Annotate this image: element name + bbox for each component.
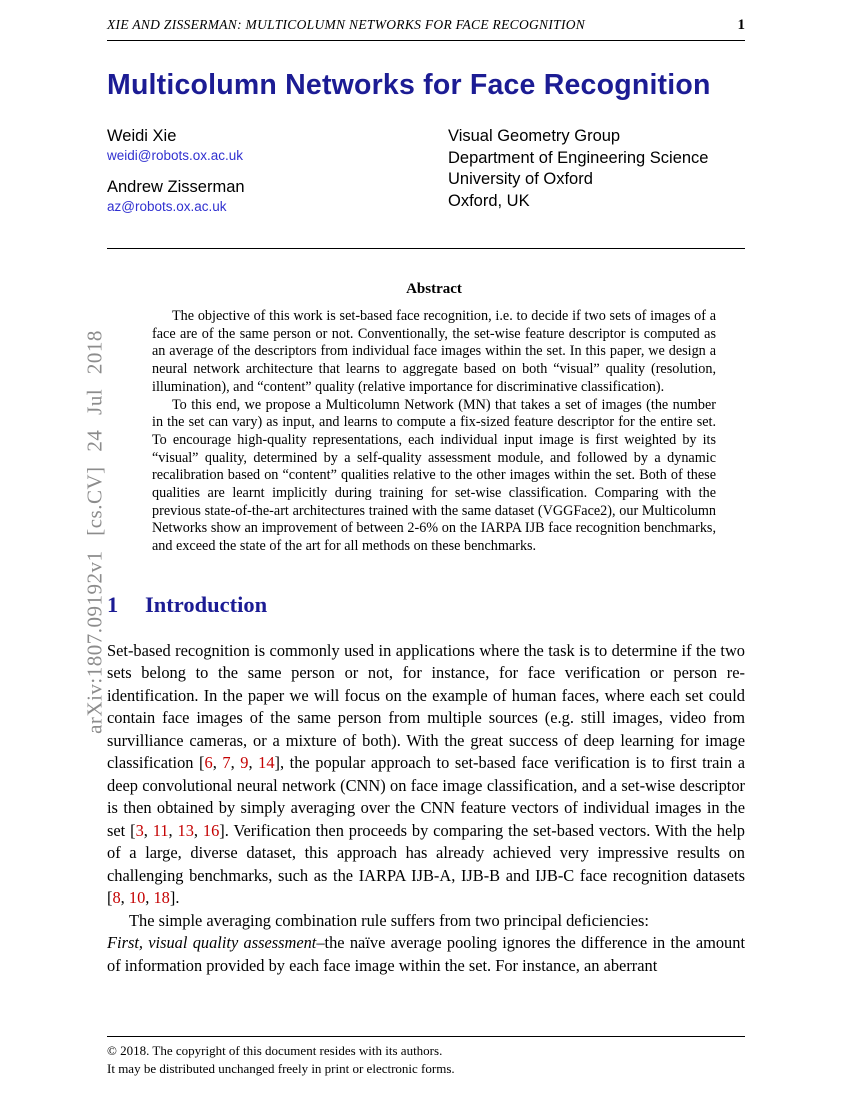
citation-link[interactable]: 16 xyxy=(202,820,220,840)
citation-link[interactable]: 7 xyxy=(222,753,231,773)
abstract-section xyxy=(152,281,716,556)
page-footer xyxy=(107,1036,745,1077)
author-block-rule xyxy=(107,248,745,249)
content-column xyxy=(107,0,745,977)
citation-link[interactable]: 10 xyxy=(128,888,146,908)
abstract-paragraph: To this end, we propose a Multicolumn Network (MN) that takes a set of images (the number in the set can vary) as input, and learns to compute a fix-sized feature descriptor for the entire set. To encourage high-quality representations, each individual input image is first weighted by its “visual” quality, determined by a self-quality assessment module, and followed by a dynamic recalibration based on “content” qualities relative to the other images within the set. Both of these qualities are learnt implicitly during training for set-wise classification. Comparing with the previous state-of-the-art architectures trained with the same dataset (VGGFace2), our Multicolumn Networks show an improvement of between 2-6% on the IARPA IJB face recognition benchmarks, and exceed the state of the art for all methods on these benchmarks. xyxy=(152,396,716,555)
citation-link[interactable]: 3 xyxy=(135,820,144,840)
author-entry xyxy=(107,177,448,216)
authors-column xyxy=(107,126,448,228)
author-block xyxy=(107,126,745,228)
section-number: 1 xyxy=(107,591,119,617)
author-entry xyxy=(107,126,448,165)
affiliation-line: University of Oxford xyxy=(448,170,593,188)
section-title: Introduction xyxy=(145,591,268,617)
abstract-paragraph: The objective of this work is set-based face recognition, i.e. to decide if two sets of images of a face are of the same person or not. Conventionally, the set-wise feature descriptor is computed as an average of the descriptors from individual face images within the set. In this paper, we design a neural network architecture that learns to aggregate based on both “visual” quality (resolution, illumination), and “content” quality (relative importance for discriminative classification). xyxy=(152,308,716,395)
citation-link[interactable]: 18 xyxy=(153,888,170,908)
body-paragraph: First, visual quality assessment–the naïve average pooling ignores the difference in the amount of information provided by each face image within the set. For instance, an aberrant xyxy=(107,933,745,975)
citation-link[interactable]: 8 xyxy=(112,888,121,908)
header-rule xyxy=(107,40,745,41)
affiliation-line: Visual Geometry Group xyxy=(448,127,621,145)
affiliation-line: Oxford, UK xyxy=(448,191,530,210)
author-email-link[interactable]: az@robots.ox.ac.uk xyxy=(107,199,227,214)
body-paragraph: The simple averaging combination rule suffers from two principal deficiencies: xyxy=(129,910,649,930)
footer-rule xyxy=(107,1036,745,1037)
copyright-line: © 2018. The copyright of this document resides with its authors. xyxy=(107,1043,443,1058)
affiliation-column xyxy=(448,126,709,228)
citation-link[interactable]: 11 xyxy=(152,820,169,840)
page-number: 1 xyxy=(737,17,745,33)
arxiv-watermark: arXiv:1807.09192v1 [cs.CV] 24 Jul 2018 xyxy=(82,330,107,734)
distribution-line: It may be distributed unchanged freely in print or electronic forms. xyxy=(107,1060,455,1076)
author-name: Andrew Zisserman xyxy=(107,178,245,196)
emphasis-text: First, visual quality assessment xyxy=(107,933,317,953)
citation-link[interactable]: 14 xyxy=(258,753,275,773)
intro-body xyxy=(107,640,745,978)
affiliation-line: Department of Engineering Science xyxy=(448,148,709,167)
abstract-heading: Abstract xyxy=(406,281,462,297)
running-head xyxy=(107,0,745,34)
paper-title: Multicolumn Networks for Face Recognition xyxy=(107,69,711,101)
author-email-link[interactable]: weidi@robots.ox.ac.uk xyxy=(107,148,244,163)
running-title: XIE AND ZISSERMAN: MULTICOLUMN NETWORKS FOR FACE RECOGNITION xyxy=(107,17,586,32)
citation-link[interactable]: 9 xyxy=(240,753,249,773)
citation-link[interactable]: 6 xyxy=(204,753,213,773)
body-paragraph: Set-based recognition is commonly used in applications where the task is to determine if the two sets belong to the same person or not, for instance, for face verification or person re-identification. In the paper we will focus on the example of human faces, where each set could contain face images of the same person from multiple sources (e.g. still images, video from survilliance cameras, or a mixture of both). With the great success of deep learning for image classification [6, 7, 9, 14], the popular approach to set-based face verification is to first train a deep convolutional neural network (CNN) on face image classification, and a set-wise descriptor is then obtained by simply averaging over the CNN feature vectors of individual images in the set [3, 11, 13, 16]. Verification then proceeds by comparing the set-based vectors. With the help of a large, diverse dataset, this approach has already achieved very impressive results on challenging benchmarks, such as the IARPA IJB-A, IJB-B and IJB-C face recognition datasets [8, 10, 18]. xyxy=(107,640,746,908)
author-name: Weidi Xie xyxy=(107,127,177,145)
section-heading xyxy=(107,592,745,618)
citation-link[interactable]: 13 xyxy=(177,820,194,840)
